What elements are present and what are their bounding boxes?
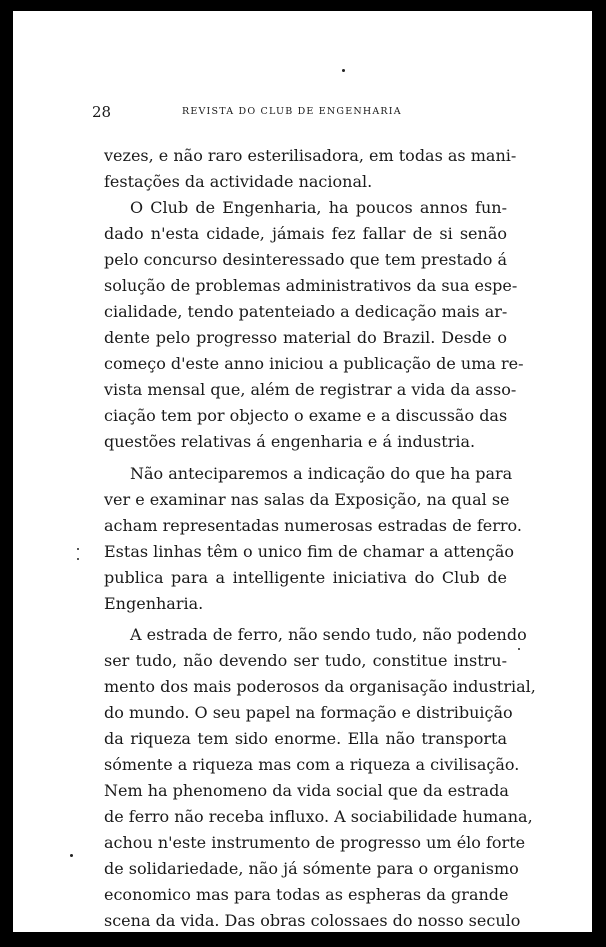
text-line: economico mas para todas as espheras da grande — [104, 885, 509, 904]
ink-speck — [70, 854, 73, 857]
text-line: publica para a intelligente iniciativa do Club de — [104, 568, 507, 587]
ink-speck — [77, 558, 79, 560]
running-title: REVISTA DO CLUB DE ENGENHARIA — [182, 106, 402, 117]
text-line: ver e examinar nas salas da Exposição, na qual se — [104, 490, 510, 509]
text-line: solução de problemas administrativos da sua espe- — [104, 276, 518, 295]
text-line: Não anteciparemos a indicação do que ha para — [130, 464, 513, 483]
text-line: de solidariedade, não já sómente para o organismo — [104, 859, 519, 878]
ink-speck — [77, 548, 79, 550]
text-line: do mundo. O seu papel na formação e distribuição — [104, 703, 513, 722]
text-line: sómente a riqueza mas com a riqueza a civilisação. — [104, 755, 520, 774]
text-line: O Club de Engenharia, ha poucos annos fun- — [130, 198, 507, 217]
page-header — [92, 103, 507, 121]
text-line: dente pelo progresso material do Brazil. Desde o — [104, 328, 507, 347]
text-line: Engenharia. — [104, 594, 204, 613]
text-line: pelo concurso desinteressado que tem prestado á — [104, 250, 507, 269]
page-number: 28 — [92, 103, 112, 121]
text-line: vista mensal que, além de registrar a vida da asso- — [104, 380, 517, 399]
ink-speck — [518, 648, 520, 650]
text-line: vezes, e não raro esterilisadora, em todas as mani- — [104, 146, 517, 165]
text-line: questões relativas á engenharia e á industria. — [104, 432, 476, 451]
text-line: A estrada de ferro, não sendo tudo, não podendo — [130, 625, 527, 644]
text-line: acham representadas numerosas estradas de ferro. — [104, 516, 522, 535]
text-line: Nem ha phenomeno da vida social que da estrada — [104, 781, 509, 800]
text-line: ser tudo, não devendo ser tudo, constitue instru- — [104, 651, 507, 670]
text-line: mento dos mais poderosos da organisação industrial, — [104, 677, 536, 696]
text-line: da riqueza tem sido enorme. Ella não transporta — [104, 729, 507, 748]
text-line: cialidade, tendo patenteiado a dedicação mais ar- — [104, 302, 508, 321]
text-line: achou n'este instrumento de progresso um élo forte — [104, 833, 526, 852]
text-line: começo d'este anno iniciou a publicação de uma re- — [104, 354, 524, 373]
ink-speck — [342, 69, 345, 72]
text-line: Estas linhas têm o unico fim de chamar a attenção — [104, 542, 515, 561]
text-line: festações da actividade nacional. — [104, 172, 373, 191]
text-line: ciação tem por objecto o exame e a discussão das — [104, 406, 508, 425]
text-line: scena da vida. Das obras colossaes do nosso seculo — [104, 911, 521, 930]
text-line: de ferro não receba influxo. A sociabilidade humana, — [104, 807, 533, 826]
text-line: dado n'esta cidade, jámais fez fallar de si senão — [104, 224, 507, 243]
